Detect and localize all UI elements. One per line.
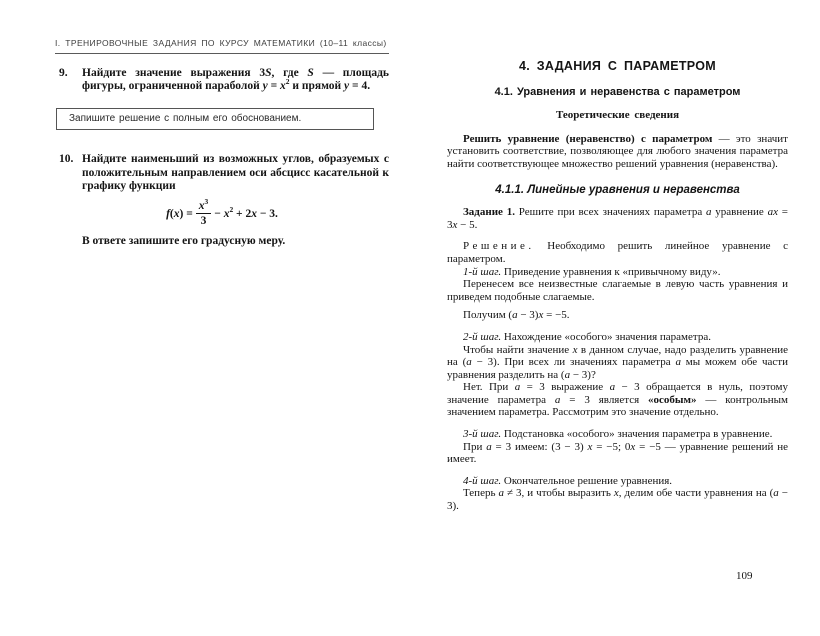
step1-formula-paragraph: Получим (a − 3)x = −5. xyxy=(463,309,570,322)
left-page xyxy=(55,38,389,248)
subsection-heading: 4.1.1. Линейные уравнения и неравенства xyxy=(495,183,740,196)
solution-note-box: Запишите решение с полным его обоснованием. xyxy=(56,108,374,130)
formula-rhs: − $x^2 + 2x - 3$. xyxy=(214,204,278,220)
fraction xyxy=(196,197,211,228)
running-head: I. ТРЕНИРОВОЧНЫЕ ЗАДАНИЯ ПО КУРСУ МАТЕМАТИКИ (10–11 классы) xyxy=(55,38,389,54)
step2-title-paragraph: 2-й шаг. Нахождение «особого» значения параметра. xyxy=(463,330,711,343)
theory-heading: Теоретические сведения xyxy=(555,109,680,122)
intro-paragraph: Решить уравнение (неравенство) с параметром — это значит установить соответствие, позволяющее для любого значения параметра найти соответствующее множество решений уравнения (неравенства). xyxy=(447,132,788,170)
fraction-numerator: $x^3$ xyxy=(196,200,211,214)
fraction-denominator: 3 xyxy=(200,215,207,228)
step2-body1-paragraph: Чтобы найти значение x в данном случае, надо разделить уравнение на (a − 3). При всех ли значениях параметра a мы можем обе части уравнения разделить на (a − 3)? xyxy=(447,343,788,381)
problem-9-text: Найдите значение выражения 3S, где S — площадь фигуры, ограниченной параболой $y = x^2$ и прямой y = 4. xyxy=(82,67,389,93)
step1-title-paragraph: 1-й шаг. Приведение уравнения к «привычному виду». xyxy=(463,265,721,278)
chapter-heading: 4. ЗАДАНИЯ С ПАРАМЕТРОМ xyxy=(519,59,716,73)
problem-9-number: 9. xyxy=(59,67,68,79)
problem-10-formula xyxy=(55,197,389,228)
answer-note: В ответе запишите его градусную меру. xyxy=(82,235,286,248)
problem-10-number: 10. xyxy=(59,153,74,166)
problem-10 xyxy=(55,153,389,193)
step3-title-paragraph: 3-й шаг. Подстановка «особого» значения параметра в уравнение. xyxy=(463,428,773,441)
task-paragraph: Задание 1. Решите при всех значениях параметра a уравнение ax = 3x − 5. xyxy=(447,206,788,231)
page-number: 109 xyxy=(736,570,753,582)
formula-lhs: f(x) = xyxy=(166,207,193,220)
step3-body-paragraph: При a = 3 имеем: (3 − 3) x = −5; 0x = −5 — уравнение решений не имеет. xyxy=(447,440,788,466)
step4-body-paragraph: Теперь a ≠ 3, и чтобы выразить x, делим обе части уравнения на (a − 3). xyxy=(447,487,788,513)
problem-10-text: Найдите наименьший из возможных углов, образуемых с положительным направлением оси абсцисс касательной к графику функции xyxy=(82,153,389,192)
step4-title-paragraph: 4-й шаг. Окончательное решение уравнения. xyxy=(463,474,673,487)
section-heading: 4.1. Уравнения и неравенства с параметром xyxy=(494,85,741,98)
step1-body-paragraph: Перенесем все неизвестные слагаемые в левую часть уравнения и приведем подобные слагаемые. xyxy=(447,278,788,303)
right-page xyxy=(447,60,788,513)
step2-body2-paragraph: Нет. При a = 3 выражение a − 3 обращается в нуль, поэтому значение параметра a = 3 является «особым» — контрольным значением параметра. Рассмотрим это значение отдельно. xyxy=(447,381,788,419)
problem-9 xyxy=(55,67,389,93)
solution-paragraph: Решение. Необходимо решить линейное уравнение с параметром. xyxy=(447,240,788,265)
